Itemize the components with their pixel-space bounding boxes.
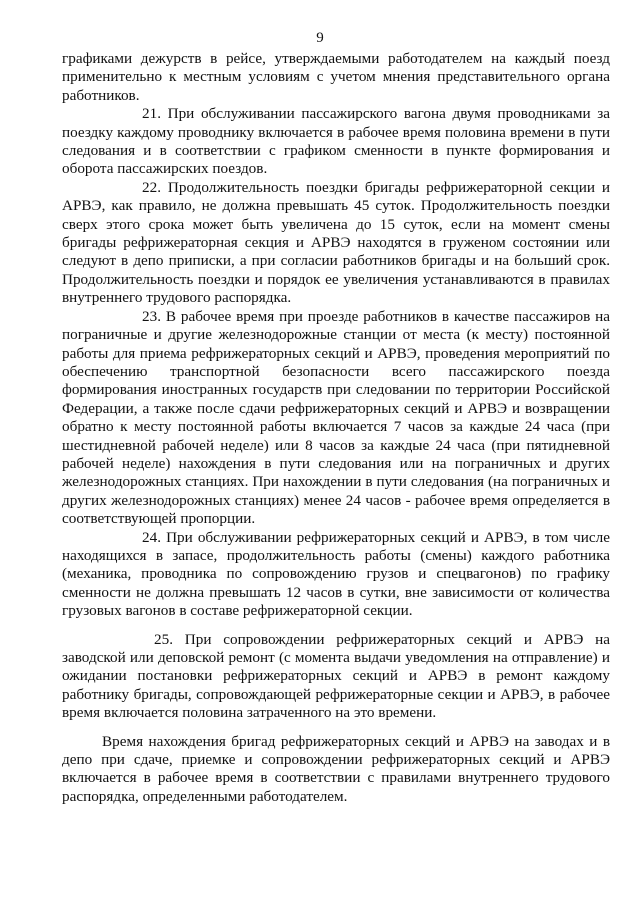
paragraph-number: 21. bbox=[142, 105, 161, 123]
paragraph-number: 23. bbox=[142, 307, 161, 325]
paragraph-item-23 bbox=[62, 308, 610, 529]
paragraph-text: При обслуживании пассажирского вагона двумя проводниками за поездку каждому проводнику включается в рабочее время половина времени в пути следования и в соответствии с графиком сменности в пункте формирования и оборота пассажирских поездов. bbox=[62, 105, 611, 178]
document-body bbox=[62, 50, 610, 806]
paragraph-text: Продолжительность поездки бригады рефрижераторной секции и АРВЭ, как правило, не должна превышать 45 суток. Продолжительность поездки сверх этого срока может быть увеличена до 15 суток, если на момент смены бригады рефрижераторная секция и АРВЭ находятся в груженом состоянии или следуют в депо приписки, а при согласии работников бригады и на больший срок. Продолжительность поездки и порядок ее увеличения устанавливаются в правилах внутреннего трудового распорядка. bbox=[62, 178, 611, 307]
paragraph-text: При сопровождении рефрижераторных секций и АРВЭ на заводской или деповской ремонт (с момента выдачи уведомления на отправление) и ожидании постановки рефрижераторных секций и АРВЭ в ремонт каждому работнику бригады, сопровождающей рефрижераторные секции и АРВЭ, в рабочее время включается половина затраченного на это времени. bbox=[62, 630, 610, 722]
paragraph-item-21 bbox=[62, 105, 610, 179]
paragraph-continuation bbox=[62, 50, 610, 105]
page-number: 9 bbox=[316, 30, 324, 46]
paragraph-item-24 bbox=[62, 529, 610, 621]
paragraph-text: В рабочее время при проезде работников в качестве пассажиров на пограничные и другие железнодорожные станции от места (к месту) постоянной работы для приема рефрижераторных секций и АРВЭ, проведения мероприятий по обеспечению транспортной безопасности всего пассажирского поезда формирования иностранных государств при следовании по территории Российской Федерации, а также после сдачи рефрижераторных секций и АРВЭ и возвращении обратно к месту постоянной работы включается 7 часов за каждые 24 часа (при шестидневной рабочей неделе) или 8 часов за каждые 24 часа (при пятидневной рабочей неделе) нахождения в пути следования или на пограничных и других железнодорожных станциях. При нахождении в пути следования (на пограничных и других железнодорожных станциях) менее 24 часов - рабочее время определяется в соответствующей пропорции. bbox=[62, 307, 611, 528]
paragraph-text: графиками дежурств в рейсе, утверждаемыми работодателем на каждый поезд применительно к местным условиям с учетом мнения представительного органа работников. bbox=[62, 50, 610, 104]
paragraph-item-25 bbox=[62, 631, 610, 723]
paragraph-text: При обслуживании рефрижераторных секций и АРВЭ, в том числе находящихся в запасе, продолжительность работы (смены) каждого работника (механика, проводника по сопровождению грузов и спецвагонов) по графику сменности не должна превышать 12 часов в сутки, вне зависимости от количества грузовых вагонов в составе рефрижераторной секции. bbox=[62, 528, 610, 620]
paragraph-number: 22. bbox=[142, 178, 161, 196]
paragraph-item-22 bbox=[62, 179, 610, 308]
paragraph-number: 25. bbox=[154, 630, 173, 648]
paragraph-text: Время нахождения бригад рефрижераторных секций и АРВЭ на заводах и в депо при сдаче, приемке и сопровождении рефрижераторных секций и АРВЭ включается в рабочее время в соответствии с правилами внутреннего трудового распорядка, определенными работодателем. bbox=[62, 732, 610, 805]
paragraph-number: 24. bbox=[142, 528, 161, 546]
paragraph-closing bbox=[62, 733, 610, 807]
